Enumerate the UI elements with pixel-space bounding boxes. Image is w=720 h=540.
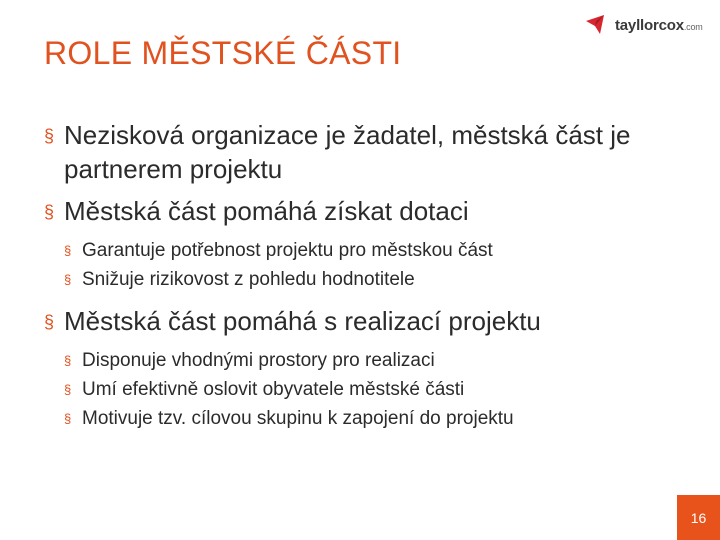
bullet-item-3: § Městská část pomáhá s realizací projektu — [44, 304, 684, 338]
sub-bullet-item: § Garantuje potřebnost projektu pro městskou část — [64, 236, 684, 265]
bullet-item-1: § Nezisková organizace je žadatel, městská část je partnerem projektu — [44, 120, 631, 184]
bullet-square-icon: § — [64, 411, 72, 426]
logo-text: tayllorcox.com — [615, 16, 703, 34]
sub-bullet-item: § Disponuje vhodnými prostory pro realizaci — [64, 346, 684, 375]
bullet-square-icon: § — [64, 243, 72, 258]
bullet-square-icon: § — [64, 272, 72, 287]
sub-bullet-item: § Umí efektivně oslovit obyvatele městské části — [64, 375, 684, 404]
sub-bullet-item: § Motivuje tzv. cílovou skupinu k zapojení do projektu — [64, 404, 684, 433]
sub-bullet-item: § Snižuje rizikovost z pohledu hodnotitele — [64, 265, 684, 294]
bullet-square-icon: § — [64, 353, 72, 368]
slide-title: ROLE MĚSTSKÉ ČÁSTI — [44, 35, 402, 71]
bullet-square-icon: § — [64, 382, 72, 397]
bullet-list — [44, 118, 684, 433]
logo-mark-icon — [583, 12, 609, 38]
company-logo — [583, 12, 703, 38]
bullet-item-2: § Městská část pomáhá získat dotaci — [44, 194, 684, 228]
bullet-square-icon: § — [44, 202, 55, 222]
bullet-square-icon: § — [44, 312, 55, 332]
page-number: 16 — [677, 495, 720, 540]
bullet-square-icon: § — [44, 126, 55, 146]
